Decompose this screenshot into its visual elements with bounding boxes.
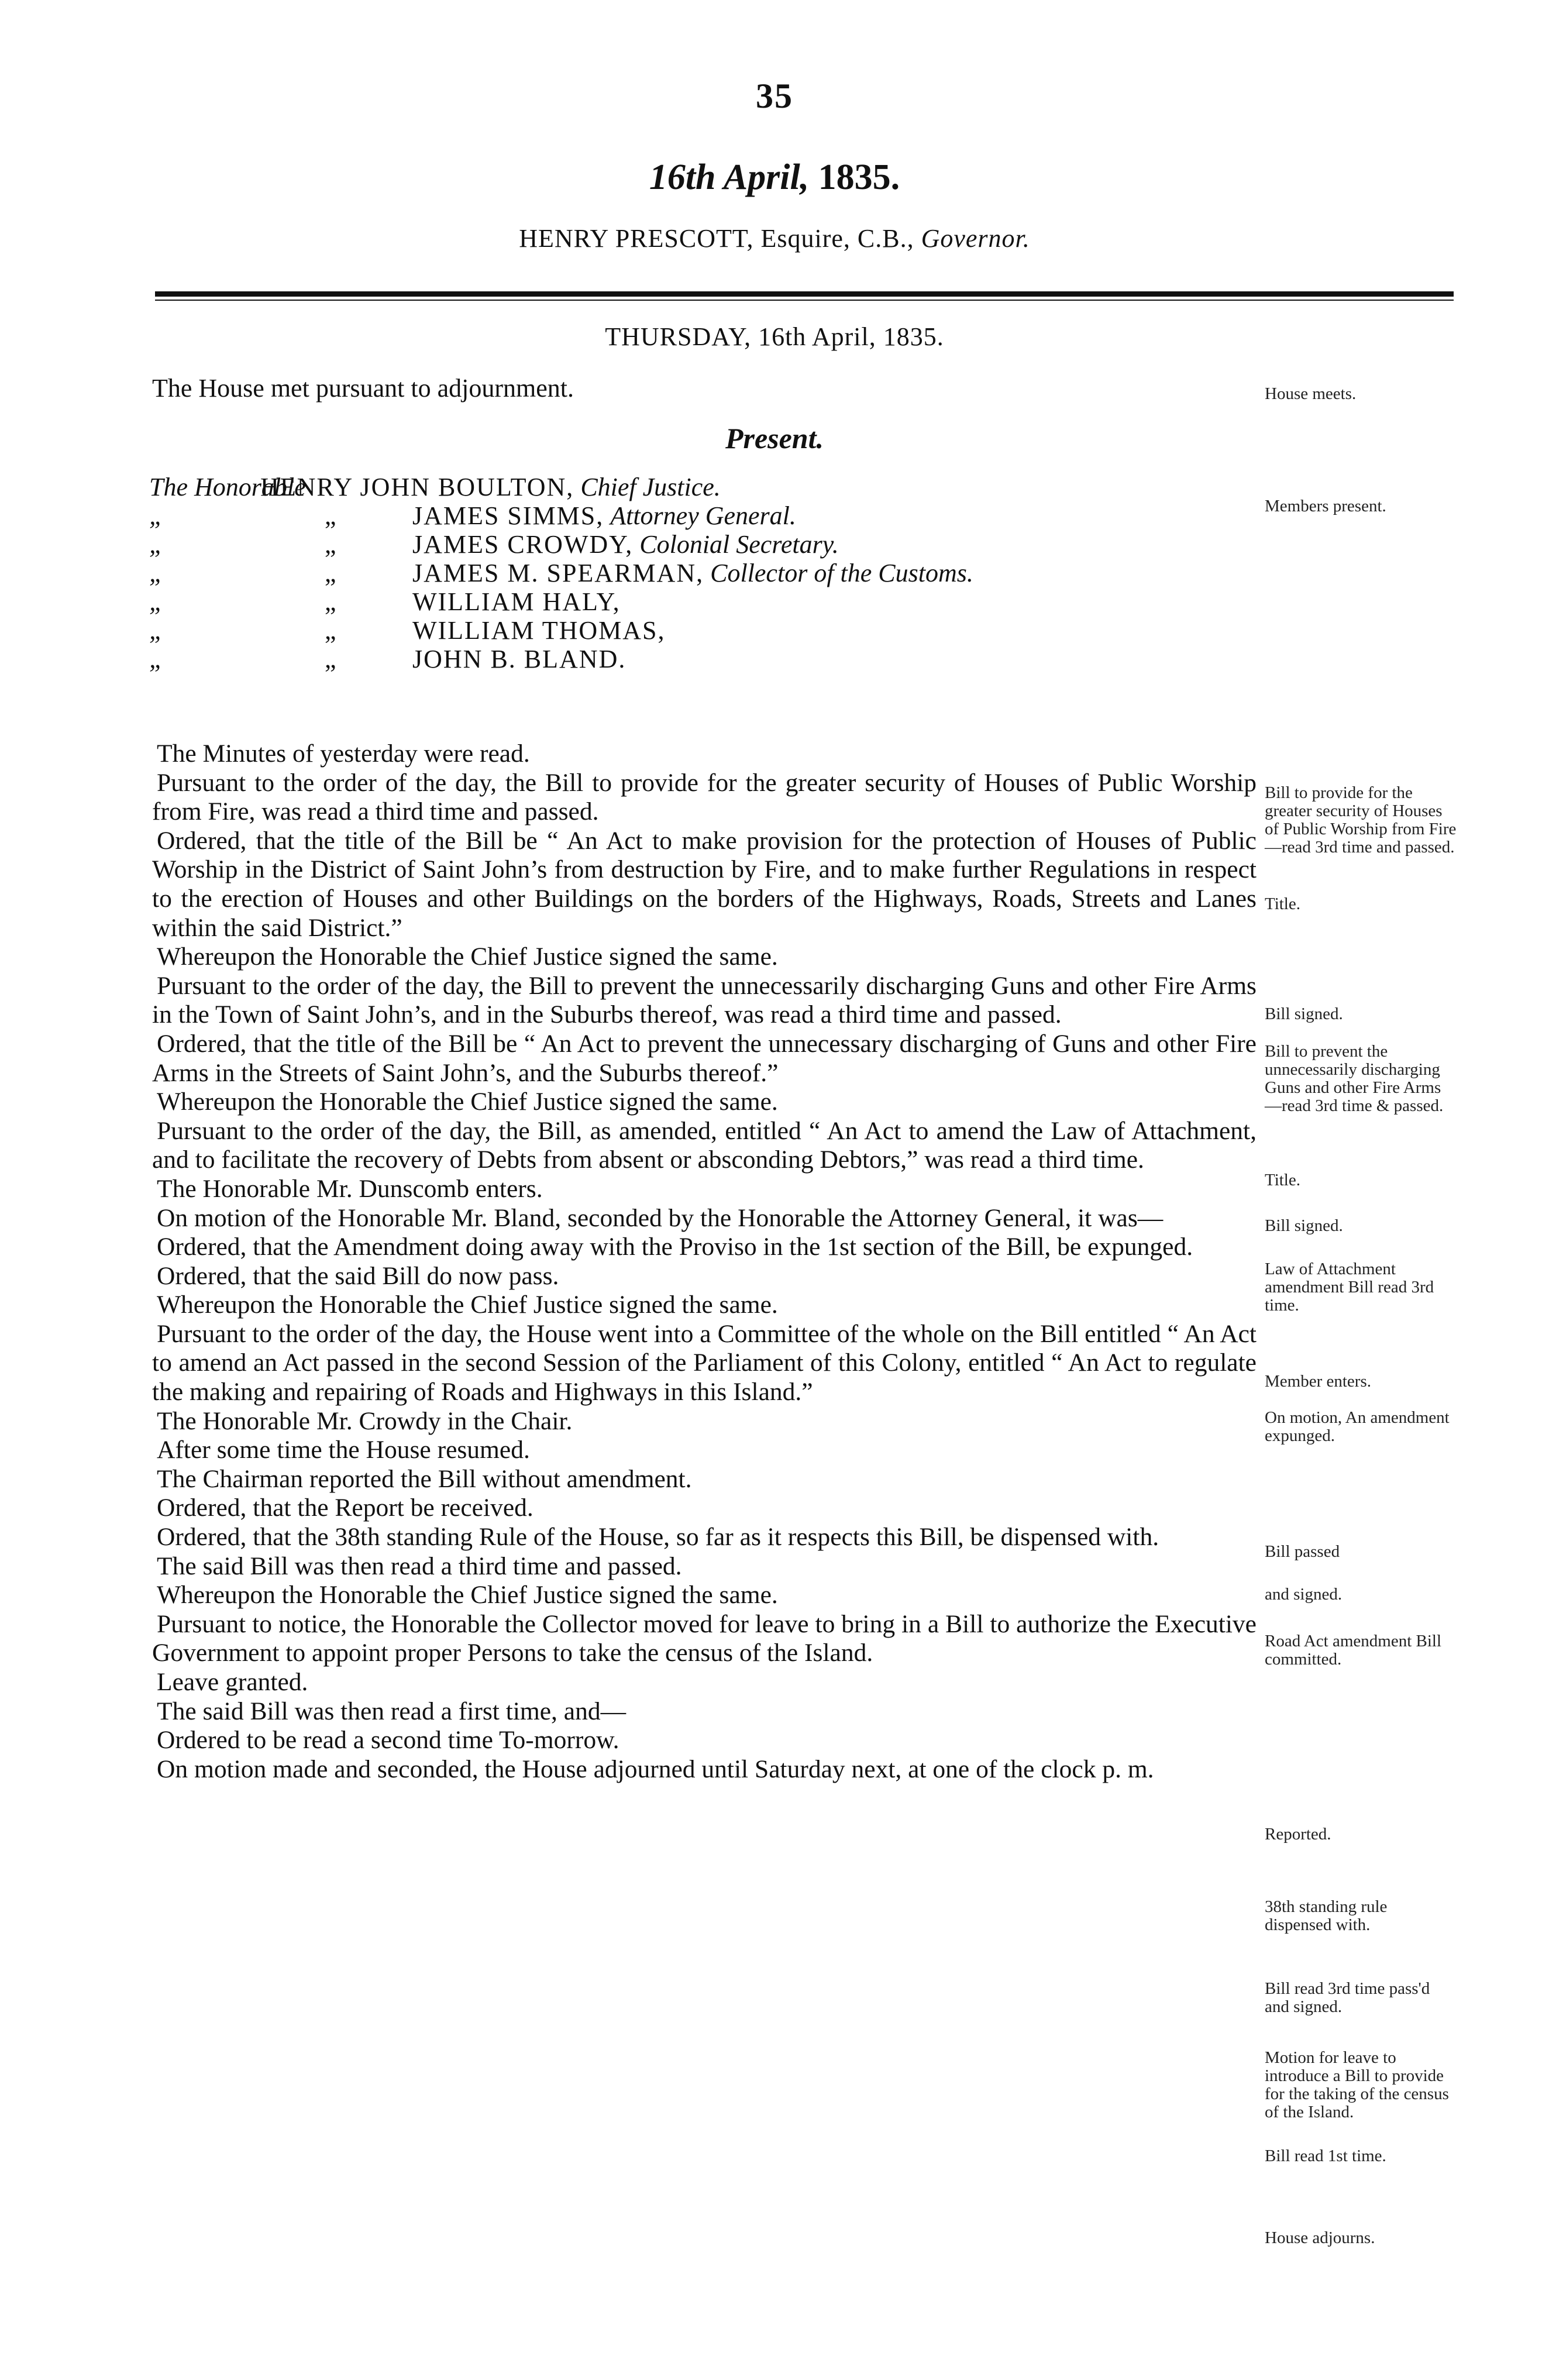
minutes-paragraph: Ordered, that the said Bill do now pass. xyxy=(157,1261,559,1290)
minutes-paragraph: Whereupon the Honorable the Chief Justice signed the same. xyxy=(157,1088,778,1116)
minutes-paragraph: Whereupon the Honorable the Chief Justice signed the same. xyxy=(157,1581,778,1609)
margin-note: and signed. xyxy=(1265,1585,1343,1604)
member-office: Collector of the Customs. xyxy=(710,559,973,587)
member-row xyxy=(149,616,973,645)
margin-note: Title. xyxy=(1265,1171,1300,1189)
member-name: JAMES SIMMS, xyxy=(412,501,604,530)
minutes-paragraph: Pursuant to the order of the day, the Bill, as amended, entitled “ An Act to amend the Law of Attachment, and to facilitate the recovery of Debts from absent or absconding Debtors,” was read a third time. xyxy=(152,1116,1257,1174)
member-row xyxy=(149,501,973,530)
margin-note: Member enters. xyxy=(1265,1372,1371,1391)
minutes-paragraph: The Chairman reported the Bill without amendment. xyxy=(157,1464,692,1493)
margin-note: On motion, An amendment expunged. xyxy=(1265,1408,1450,1445)
present-heading: Present. xyxy=(725,422,824,455)
member-prefix: „ xyxy=(149,501,164,530)
margin-note: 38th standing rule dispensed with. xyxy=(1265,1897,1388,1934)
member-prefix: „ xyxy=(149,559,164,587)
minutes-paragraph: Ordered, that the title of the Bill be “ An Act to prevent the unnecessary discharging of Guns and other Fire Arms in the Streets of Saint John’s, and the Suburbs thereof.” xyxy=(152,1029,1257,1087)
margin-note: House meets. xyxy=(1265,384,1357,403)
house-met-line: The House met pursuant to adjournment. xyxy=(152,374,574,403)
member-ditto: „ xyxy=(325,587,336,616)
member-prefix: „ xyxy=(149,616,164,645)
margin-note: Reported. xyxy=(1265,1825,1331,1844)
date-heading-day: 16th April, xyxy=(649,157,810,197)
margin-note: Bill read 3rd time pass'd and signed. xyxy=(1265,1979,1430,2016)
member-name: WILLIAM HALY, xyxy=(412,587,621,616)
minutes-paragraph: Whereupon the Honorable the Chief Justice signed the same. xyxy=(157,943,778,971)
minutes-paragraph: Ordered, that the Report be received. xyxy=(157,1494,533,1522)
member-ditto: „ xyxy=(325,645,336,673)
member-name: JOHN B. BLAND. xyxy=(412,645,627,673)
margin-note: Road Act amendment Bill committed. xyxy=(1265,1632,1442,1669)
minutes-paragraph: The said Bill was then read a third time and passed. xyxy=(157,1552,682,1580)
member-name: WILLIAM THOMAS, xyxy=(412,616,666,645)
margin-note: Bill to provide for the greater security of Houses of Public Worship from Fire—read 3rd time and passed. xyxy=(1265,783,1457,857)
margin-note: Bill passed xyxy=(1265,1542,1340,1561)
minutes-paragraph: After some time the House resumed. xyxy=(157,1436,530,1464)
margin-note: Bill to prevent the unnecessarily discharging Guns and other Fire Arms—read 3rd time & passed. xyxy=(1265,1042,1444,1115)
member-prefix: „ xyxy=(149,530,164,559)
minutes-paragraph: The Honorable Mr. Dunscomb enters. xyxy=(157,1174,543,1203)
minutes-paragraph: The Honorable Mr. Crowdy in the Chair. xyxy=(157,1406,573,1435)
member-row xyxy=(149,530,973,559)
member-ditto: „ xyxy=(325,530,336,559)
member-row xyxy=(149,559,973,587)
members-list xyxy=(149,473,973,673)
header-rule-thick xyxy=(155,291,1454,297)
minutes-paragraph: The Minutes of yesterday were read. xyxy=(157,740,530,768)
member-prefix: „ xyxy=(149,645,164,673)
minutes-paragraph: Pursuant to the order of the day, the Bill to provide for the greater security of Houses of Public Worship from Fire, was read a third time and passed. xyxy=(152,768,1257,826)
day-line: THURSDAY, 16th April, 1835. xyxy=(605,322,944,351)
member-ditto: „ xyxy=(325,616,336,645)
member-row xyxy=(149,645,973,673)
minutes-paragraph: Ordered, that the 38th standing Rule of the House, so far as it respects this Bill, be dispensed with. xyxy=(157,1523,1159,1552)
member-office: Colonial Secretary. xyxy=(639,530,839,559)
minutes-paragraph: Ordered, that the title of the Bill be “ An Act to make provision for the protection of Houses of Public Worship in the District of Saint John’s from destruction by Fire, and to make further Regulations in respect to the erection of Houses and other Buildings on the borders of the Highways, Roads, Streets and Lanes within the said District.” xyxy=(152,826,1257,942)
margin-note: Title. xyxy=(1265,895,1300,913)
margin-note: House adjourns. xyxy=(1265,2228,1375,2247)
member-prefix: The Honorable xyxy=(149,473,306,501)
minutes-paragraph: Ordered to be read a second time To-morrow. xyxy=(157,1726,619,1755)
minutes-body xyxy=(152,740,1257,1784)
minutes-paragraph: On motion of the Honorable Mr. Bland, seconded by the Honorable the Attorney General, it was— xyxy=(157,1203,1164,1232)
minutes-paragraph: Pursuant to the order of the day, the Bill to prevent the unnecessarily discharging Guns and other Fire Arms in the Town of Saint John’s, and in the Suburbs thereof, was read a third time and passed. xyxy=(152,971,1257,1029)
minutes-paragraph: Pursuant to notice, the Honorable the Collector moved for leave to bring in a Bill to authorize the Executive Government to appoint proper Persons to take the census of the Island. xyxy=(152,1609,1257,1667)
date-heading xyxy=(0,157,1549,198)
minutes-paragraph: The said Bill was then read a first time, and— xyxy=(157,1697,627,1725)
margin-note: Members present. xyxy=(1265,497,1386,515)
minutes-paragraph: Pursuant to the order of the day, the House went into a Committee of the whole on the Bill entitled “ An Act to amend an Act passed in the second Session of the Parliament of this Colony, entitled “ An Act to regulate the making and repairing of Roads and Highways in this Island.” xyxy=(152,1319,1257,1406)
minutes-paragraph: On motion made and seconded, the House adjourned until Saturday next, at one of the clock p. m. xyxy=(157,1755,1154,1783)
member-row xyxy=(149,587,973,616)
member-ditto: „ xyxy=(325,501,336,530)
member-prefix: „ xyxy=(149,587,164,616)
governor-title: Governor. xyxy=(921,224,1030,253)
date-heading-year: 1835. xyxy=(818,157,900,197)
header-rule-thin xyxy=(155,300,1454,301)
governor-name: HENRY PRESCOTT, Esquire, C.B., xyxy=(519,224,914,253)
minutes-paragraph: Leave granted. xyxy=(157,1668,308,1696)
member-name: JAMES M. SPEARMAN, xyxy=(412,559,704,587)
member-office: Attorney General. xyxy=(610,501,796,530)
member-office: Chief Justice. xyxy=(580,473,721,501)
member-row xyxy=(149,473,973,501)
minutes-paragraph: Ordered, that the Amendment doing away with the Proviso in the 1st section of the Bill, be expunged. xyxy=(157,1233,1193,1261)
governor-line xyxy=(0,223,1549,253)
margin-note: Bill signed. xyxy=(1265,1005,1343,1023)
minutes-paragraph: Whereupon the Honorable the Chief Justice signed the same. xyxy=(157,1291,778,1319)
member-ditto: „ xyxy=(325,559,336,587)
page-number: 35 xyxy=(756,77,793,115)
member-name: JAMES CROWDY, xyxy=(412,530,634,559)
margin-note: Law of Attachment amendment Bill read 3rd time. xyxy=(1265,1260,1434,1315)
margin-note: Motion for leave to introduce a Bill to provide for the taking of the census of the Island. xyxy=(1265,2048,1449,2121)
margin-note: Bill read 1st time. xyxy=(1265,2147,1386,2165)
member-name: HENRY JOHN BOULTON, xyxy=(260,473,574,501)
margin-note: Bill signed. xyxy=(1265,1216,1343,1235)
